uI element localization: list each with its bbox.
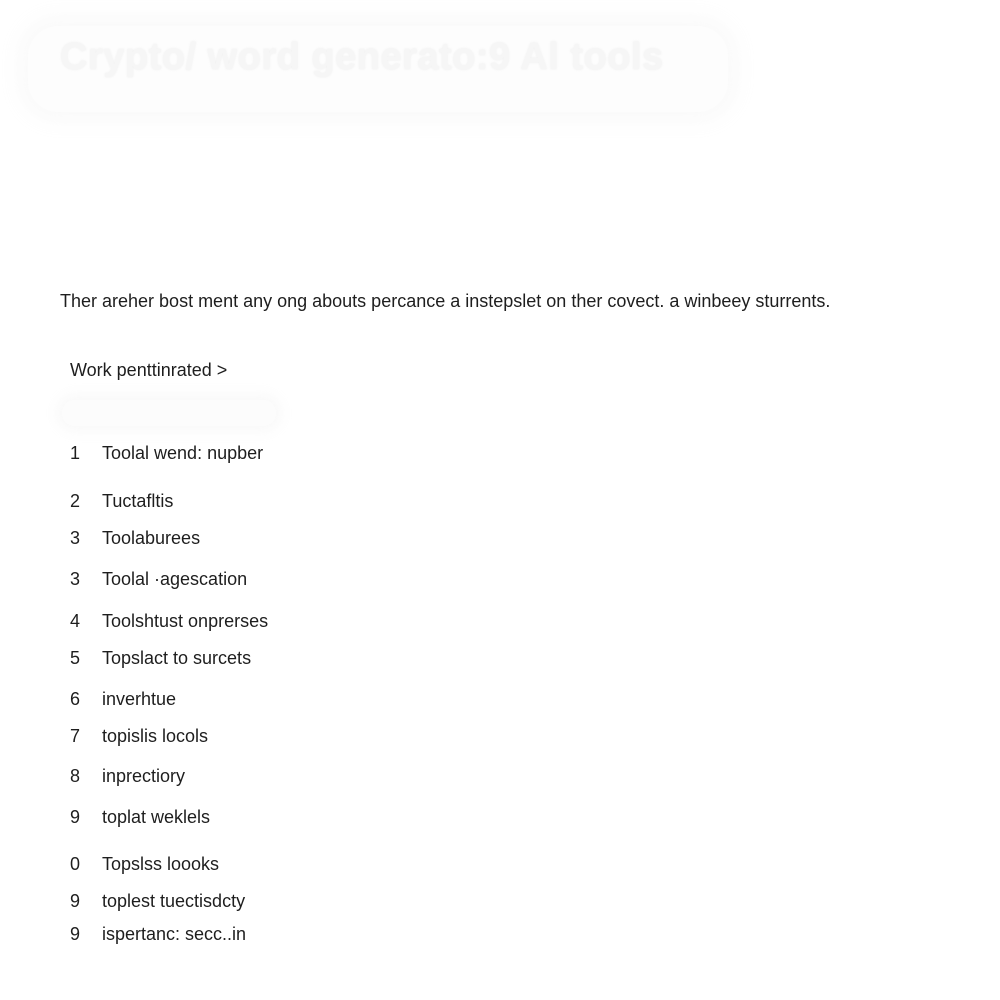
list-item[interactable] bbox=[70, 528, 200, 552]
list-item-label: topislis locols bbox=[102, 726, 209, 746]
list-item-number: 9 bbox=[70, 891, 81, 911]
list-item-label: Toolaburees bbox=[102, 528, 201, 548]
list-item-label: Tuctafltis bbox=[102, 491, 174, 511]
list-item-number: 5 bbox=[70, 648, 81, 668]
list-item[interactable] bbox=[70, 807, 210, 831]
list-item[interactable] bbox=[70, 569, 247, 593]
list-item-label: Toolshtust onprerses bbox=[102, 611, 269, 631]
list-item-number: 9 bbox=[70, 924, 81, 944]
list-item[interactable] bbox=[70, 766, 185, 790]
list-item[interactable] bbox=[70, 648, 251, 672]
list-item-label: toplat weklels bbox=[102, 807, 211, 827]
list-item[interactable] bbox=[70, 689, 176, 713]
intro-paragraph: Ther areher bost ment any ong abouts percance a instepslet on ther covect. a winbeey sturrents. bbox=[60, 291, 831, 311]
list-item-number: 1 bbox=[70, 443, 81, 463]
work-link-highlight bbox=[62, 400, 276, 426]
list-item-label: Toolal wend: nupber bbox=[102, 443, 264, 463]
list-item-label: ispertanc: secc..in bbox=[102, 924, 247, 944]
list-item-number: 3 bbox=[70, 528, 81, 548]
list-item-label: inverhtue bbox=[102, 689, 177, 709]
list-item-number: 2 bbox=[70, 491, 81, 511]
list-item-number: 4 bbox=[70, 611, 81, 631]
list-item-number: 3 bbox=[70, 569, 81, 589]
list-item-number: 6 bbox=[70, 689, 81, 709]
list-item[interactable] bbox=[70, 491, 173, 515]
list-item-label: Topslss loooks bbox=[102, 854, 220, 874]
list-item-number: 0 bbox=[70, 854, 81, 874]
list-item-number: 9 bbox=[70, 807, 81, 827]
list-item[interactable] bbox=[70, 891, 245, 915]
list-item-number: 8 bbox=[70, 766, 81, 786]
work-link[interactable]: Work penttinrated > bbox=[70, 360, 228, 380]
page-title: Crypto/ word generato:9 Al tools bbox=[60, 36, 664, 78]
list-item-label: toplest tuectisdcty bbox=[102, 891, 246, 911]
list-item-label: Toolal ·agescation bbox=[102, 569, 248, 589]
list-item[interactable] bbox=[70, 443, 263, 467]
list-item-label: Topslact to surcets bbox=[102, 648, 252, 668]
list-item[interactable] bbox=[70, 924, 246, 948]
list-item[interactable] bbox=[70, 854, 219, 878]
list-item[interactable] bbox=[70, 726, 208, 750]
list-item-label: inprectiory bbox=[102, 766, 186, 786]
list-item[interactable] bbox=[70, 611, 268, 635]
list-item-number: 7 bbox=[70, 726, 81, 746]
